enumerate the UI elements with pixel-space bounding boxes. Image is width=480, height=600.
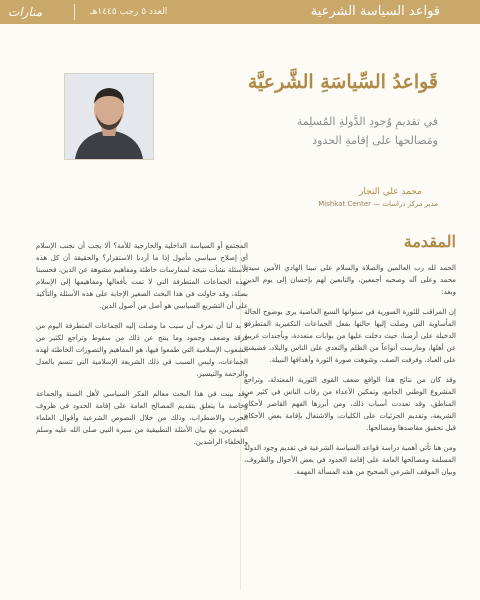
issue-info: العدد ٥ رجب ١٤٤٥هـ — [90, 7, 168, 17]
paragraph: المجتمع أو السياسة الداخلية والخارجية للأمة؟ ألا يجب أن نجنب الإسلام أي إصلاح سياسي مأمول إذا ما أردنا الاستقرار؟ والحقيقة أن كل هذه الأسئلة نشأت نتيجة لممارسات خاطئة ومفاهيم مشوهة عن الدين، فحسبنا بهذه الجماعات المتطرفة التي لا تمت بأفعالها ومفاهيمها إلى الإسلام بصلة، وقد حاولت في هذا البحث الصغير الإجابة على هذه الأسئلة والتأكيد على أن التشريع السياسي هو أصل من أصول الدين. — [36, 242, 248, 310]
magazine-logo: منارات — [8, 5, 43, 19]
article-title: قَواعدُ السِّياسَةِ الشَّرعيَّة — [247, 71, 438, 93]
author-portrait-image — [65, 74, 153, 159]
author-name: محمد علي النجار — [359, 187, 422, 197]
paragraph: وقد كان من نتائج هذا الواقع ضعف القوى الثورية المعتدلة، وتراجع المشروع الوطني الجامع، وتمكين الأعداء من رقاب الناس في كثير من المناطق، وقد تعددت أسباب ذلك، ومن أبرزها الفهم القاصر لأحكام الشريعة، وتقديم الجزئيات على الكليات، والاشتغال بإقامة بعض الأحكام قبل تحقيق مقاصدها ومصالحها. — [244, 376, 456, 432]
paragraph: لا بد لنا أن نعرف أن سبب ما وصلت إليه الجماعات المتطرفة اليوم من فرقة وضعف وجمود وما ينتج عن ذلك من سقوط وتراجع لكثير من الشعوب الإسلامية التي طمعوا فيها، هو المفاهيم والتصورات الخاطئة لهذه الجماعات، وليس السبب في ذلك الشريعة الإسلامية التي تتسم بالعدل والرحمة والتيسير. — [36, 322, 248, 378]
paragraph: ومن هنا تأتي أهمية دراسة قواعد السياسة الشرعية في تقديم وجود الدولة المسلمة ومصالحها العامة على إقامة الحدود في بعض الأحوال والظروف، وبيان الموقف الشرعي الصحيح من هذه المسألة المهمة. — [244, 444, 456, 476]
paragraph: إن المراقب للثورة السورية في سنواتها السبع الماضية يرى بوضوح الحالة المأساوية التي وصلت إليها حالتها بفعل الجماعات التكفيرية المتطرفة الدخيلة على أرضنا، حيث دخلت عليها من بوابات متعددة، وبأجندات غريبة عن أهلها، ومارست أنواعاً من الظلم والتعدي على الناس والبلاد، فضيقت على العباد، وفرقت الصف، وشوهت صورة الثورة وأهدافها النبيلة. — [244, 308, 456, 364]
article-subtitle — [158, 112, 438, 150]
author-photo — [64, 73, 154, 160]
paragraph: وقد بينت في هذا البحث معالم الفكر السياسي لأهل السنة والجماعة وخاصة ما يتعلق بتقديم المصالح العامة على إقامة الحدود في ظروف الحرب والاضطراب، وذلك من خلال النصوص الشرعية وأقوال العلماء المعتبرين، مع بيان الأمثلة التطبيقية من سيرة النبي صلى الله عليه وسلم والخلفاء الراشدين. — [36, 390, 248, 446]
right-column — [244, 214, 456, 600]
header-divider — [74, 4, 75, 20]
header-bar — [0, 0, 480, 24]
subtitle-line-1: في تقديمِ وُجودِ الدَّولةِ المُسلِمة — [296, 115, 438, 128]
subtitle-line-2: ومَصالحها على إقامةِ الحدود — [312, 134, 438, 147]
section-heading: المقدمة — [403, 232, 456, 251]
author-role: مدير مركز دراسات — Mishkat Center — [318, 200, 438, 208]
series-title: قواعد السياسة الشرعية — [310, 4, 440, 19]
left-column — [36, 240, 248, 600]
paragraph: الحمد لله رب العالمين والصلاة والسلام على نبينا الهادي الأمين سيدنا محمد وعلى آله وصحبه أجمعين، والتابعين لهم بإحسان إلى يوم الدين وبعد: — [244, 264, 456, 296]
